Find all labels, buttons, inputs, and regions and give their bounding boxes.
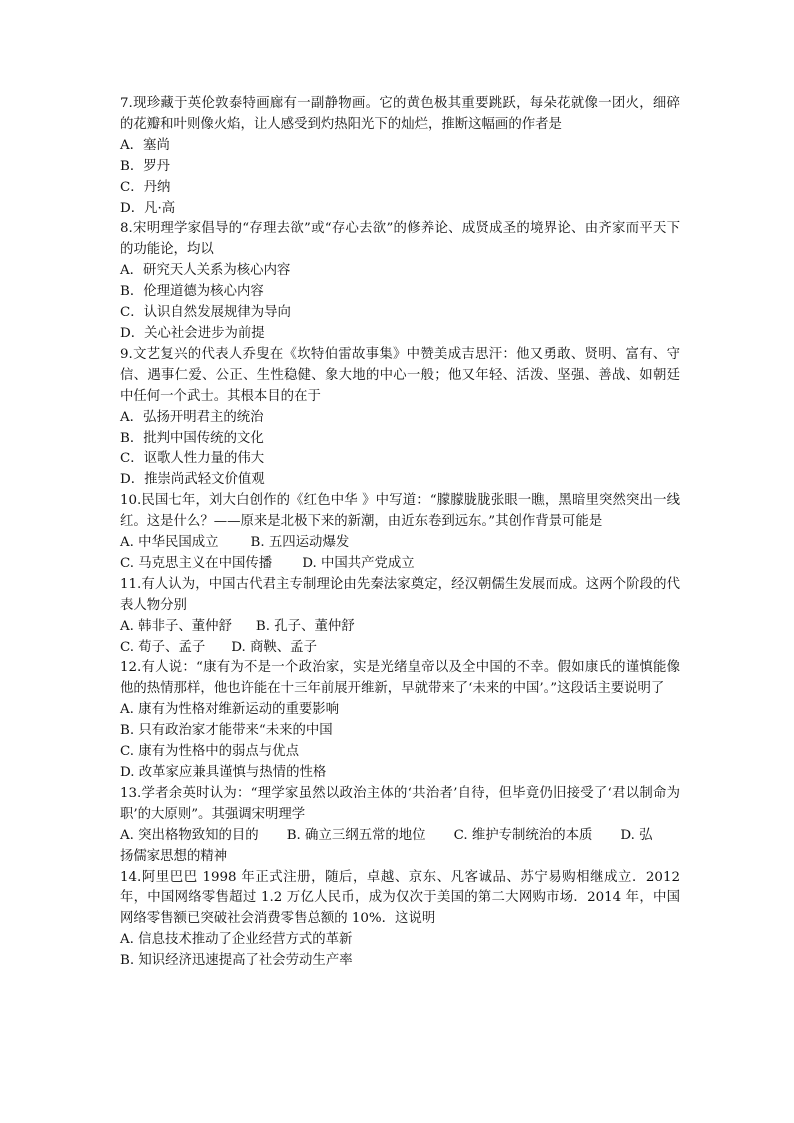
question-12 <box>120 658 680 783</box>
option-a: A. 中华民国成立 <box>120 535 219 551</box>
question-14 <box>120 868 680 973</box>
option-row <box>120 638 680 659</box>
option-b: B．批判中国传统的文化 <box>120 430 264 446</box>
option-d: D．推崇尚武轻文价值观 <box>120 472 265 488</box>
option-a: A. 突出格物致知的目的 <box>120 827 259 843</box>
question-stem: 9.文艺复兴的代表人乔叟在《坎特伯雷故事集》中赞美成吉思汗：他又勇敢、贤明、富有、守信、遇事仁爱、公正、生性稳健、象大地的中心一般；他又年轻、活泼、坚强、善战、如朝廷中任何一个武士。其根本目的在于 <box>120 346 680 404</box>
question-stem: 8.宋明理学家倡导的“存理去欲”或“存心去欲”的修养论、成贤成圣的境界论、由齐家而平天下的功能论，均以 <box>120 221 680 258</box>
question-13 <box>120 784 680 868</box>
option-row <box>120 533 680 554</box>
exam-page <box>120 94 680 972</box>
option-c: C．丹纳 <box>120 179 171 195</box>
question-stem: 11.有人认为，中国古代君主专制理论由先秦法家奠定，经汉朝儒生发展而成。这两个阶段的代表人物分别 <box>120 576 680 613</box>
option-c: C．认识自然发展规律为导向 <box>120 305 291 321</box>
option-a: A. 韩非子、董仲舒 <box>120 618 232 634</box>
option-c: C. 康有为性格中的弱点与优点 <box>120 744 299 760</box>
option-b: B. 孔子、董仲舒 <box>255 618 355 634</box>
option-a: A. 康有为性格对维新运动的重要影响 <box>120 702 340 718</box>
option-row <box>120 617 680 638</box>
question-7 <box>120 94 680 219</box>
option-b: B．罗丹 <box>120 158 171 174</box>
option-b: B. 确立三纲五常的地位 <box>286 827 426 843</box>
option-d: D. 改革家应兼具谨慎与热情的性格 <box>120 765 327 780</box>
option-row <box>120 554 680 575</box>
option-d: D．关心社会进步为前提 <box>120 325 265 341</box>
question-stem: 10.民国七年，刘大白创作的《红色中华 》中写道：“朦朦胧胧张眼一瞧，黑暗里突然突出一线红。这是什么？——原来是北极下来的新潮，由近东卷到远东。”其创作背景可能是 <box>120 493 680 530</box>
option-c: C．讴歌人性力量的伟大 <box>120 451 265 467</box>
question-8 <box>120 219 680 344</box>
option-row <box>120 826 680 847</box>
question-10 <box>120 491 680 575</box>
question-11 <box>120 575 680 659</box>
option-a: A．研究天人关系为核心内容 <box>120 263 291 279</box>
option-a: A. 信息技术推动了企业经营方式的革新 <box>120 932 353 948</box>
option-c: C. 荀子、孟子 <box>120 639 206 655</box>
question-9 <box>120 345 680 491</box>
question-stem: 14.阿里巴巴 1998 年正式注册，随后，卓越、京东、凡客诚品、苏宁易购相继成立．2012 年，中国网络零售超过 1.2 万亿人民币，成为仅次于美国的第二大网购市场．2014 年，中国网络零售额已突破社会消费零售总额的 10%．这说明 <box>120 869 680 927</box>
option-d-continued: 扬儒家思想的精神 <box>120 848 228 864</box>
option-a: A．弘扬开明君主的统治 <box>120 409 264 425</box>
option-a: A．塞尚 <box>120 137 170 153</box>
option-c: C. 马克思主义在中国传播 <box>120 555 273 571</box>
option-b: B. 知识经济迅速提高了社会劳动生产率 <box>120 953 353 969</box>
question-stem: 12.有人说：“康有为不是一个政治家，实是光绪皇帝以及全中国的不幸。假如康氏的谨慎能像他的热情那样，他也许能在十三年前展开维新，早就带来了‘未来的中国’。”这段话主要说明了 <box>120 660 680 697</box>
option-d: D. 中国共产党成立 <box>302 555 415 571</box>
question-stem: 7.现珍藏于英伦敦泰特画廊有一副静物画。它的黄色极其重要跳跃，每朵花就像一团火，细碎的花瓣和叶则像火焰，让人感受到灼热阳光下的灿烂，推断这幅画的作者是 <box>120 96 680 132</box>
option-d: D. 弘 <box>620 827 653 843</box>
option-c: C. 维护专制统治的本质 <box>453 827 593 843</box>
question-stem: 13.学者余英时认为：“理学家虽然以政治主体的‘共治者’自待，但毕竟仍旧接受了‘君以制命为职’的大原则”。其强调宋明理学 <box>120 785 680 822</box>
option-b: B．伦理道德为核心内容 <box>120 284 264 300</box>
option-d: D. 商鞅、孟子 <box>231 639 317 655</box>
option-b: B. 五四运动爆发 <box>250 535 350 551</box>
option-b: B. 只有政治家才能带来“未来的中国 <box>120 723 333 739</box>
option-d: D．凡·高 <box>120 200 176 216</box>
